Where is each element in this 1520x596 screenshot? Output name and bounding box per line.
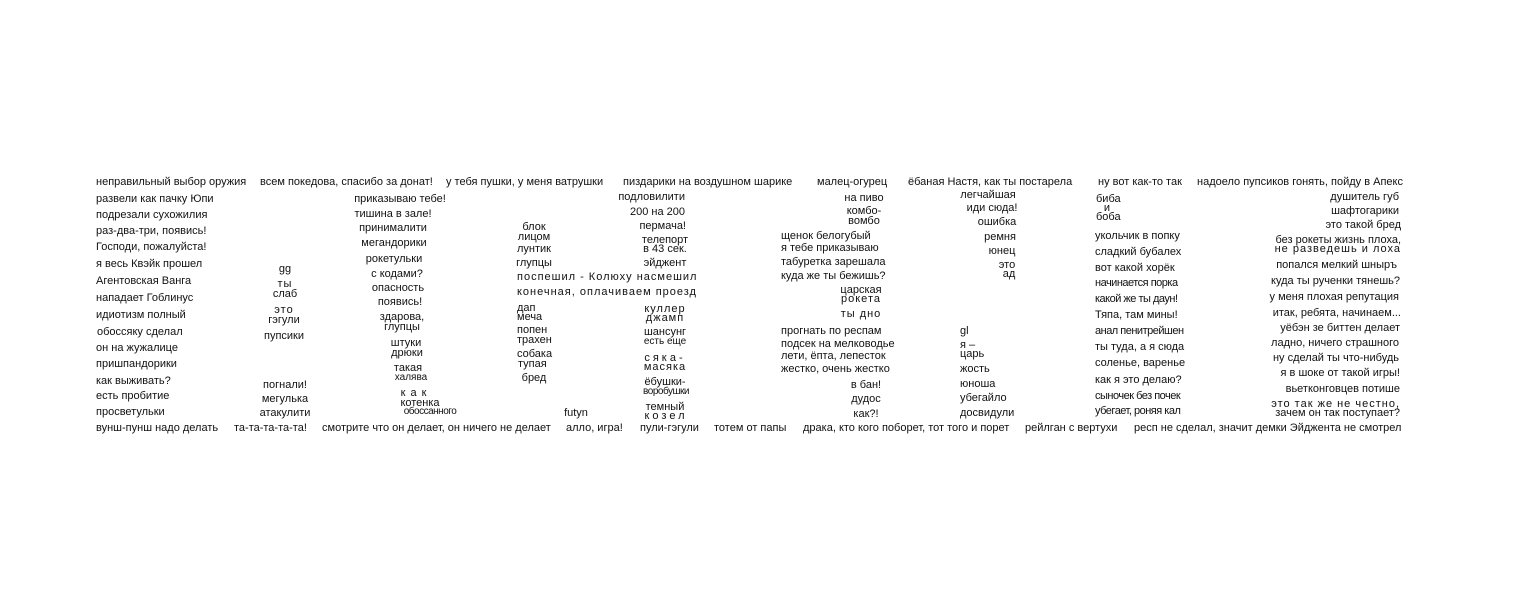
col7-phrase: легчайшая: [960, 189, 1016, 201]
col8-phrase: сыночек без почек: [1095, 390, 1181, 402]
col8-phrase: как я это делаю?: [1095, 374, 1182, 386]
col1-phrase: просветульки: [96, 406, 165, 418]
col7-phrase: gl: [960, 325, 969, 337]
col9-phrase: это так же не честно,: [1271, 398, 1400, 410]
col3-phrase: штуки: [390, 337, 422, 349]
col5-phrase: телепорт: [641, 234, 689, 246]
col3-phrase: к а к: [400, 387, 428, 399]
col7-phrase: ошибка: [977, 216, 1017, 228]
col4-phrase: поспешил - Колюху насмешил: [517, 271, 698, 283]
col7-phrase: убегайло: [960, 392, 1007, 404]
col3-phrase: обоссанного: [403, 406, 457, 417]
col4-phrase: собака: [517, 348, 553, 360]
col3-phrase: появись!: [377, 296, 423, 308]
col5-phrase: козел: [644, 410, 688, 422]
col5-phrase: темный: [645, 401, 685, 413]
col7-phrase: досвидули: [960, 407, 1015, 419]
col4-phrase: конечная, оплачиваем проезд: [517, 286, 697, 298]
col9-phrase: без рокеты жизнь плоха,: [1275, 234, 1401, 246]
col9-phrase: куда ты рученки тянешь?: [1271, 275, 1400, 287]
col6-phrase: жестко, очень жестко: [781, 363, 890, 375]
col1-phrase: развели как пачку Юпи: [96, 193, 214, 205]
col2-phrase: ты: [277, 278, 293, 290]
col5-phrase: джамп: [645, 312, 685, 324]
col5-phrase: воробушки: [643, 386, 689, 397]
col9-phrase: у меня плохая репутация: [1269, 291, 1399, 303]
col6-phrase: табуретка зарешала: [781, 256, 886, 268]
col9-phrase: зачем он так поступает?: [1275, 407, 1400, 419]
col6-phrase: лети, ёпта, лепесток: [781, 350, 886, 362]
col9-phrase: уёбэн зе биттен делает: [1280, 322, 1400, 334]
top-phrase: надоело пупсиков гонять, пойду в Апекс: [1197, 176, 1403, 188]
col9-phrase: шафтогарики: [1331, 205, 1399, 217]
col2-phrase: это: [274, 304, 294, 316]
col3-phrase: глупцы: [384, 321, 420, 333]
col5-phrase: шансунг: [643, 326, 687, 338]
top-phrase: ну вот как-то так: [1098, 176, 1182, 188]
col9-phrase: ладно, ничего страшного: [1271, 337, 1399, 349]
col9-phrase: не разведешь и лоха: [1274, 243, 1401, 255]
col1-phrase: раз-два-три, появись!: [96, 225, 207, 237]
col6-phrase: прогнать по респам: [781, 325, 882, 337]
col8-phrase: какой же ты даун!: [1095, 293, 1178, 305]
col4-phrase: меча: [517, 311, 543, 323]
col8-phrase: анал пенитрейшен: [1095, 325, 1184, 337]
col5-phrase: ёбушки-: [644, 376, 686, 388]
col1-phrase: он на жужалице: [96, 342, 178, 354]
col9-phrase: вьетконговцев потише: [1285, 383, 1400, 395]
bottom-phrase: пули-гэгули: [640, 422, 699, 434]
col9-phrase: итак, ребята, начинаем...: [1272, 307, 1401, 319]
col6-phrase: рокета: [841, 293, 881, 305]
col7-phrase: иди сюда!: [966, 202, 1018, 214]
col4-phrase: глупцы: [516, 257, 552, 269]
col2-phrase: гэгули: [268, 314, 300, 326]
bottom-phrase: драка, кто кого поборет, тот того и порет: [803, 422, 1010, 434]
col3-phrase: котенка: [400, 397, 440, 409]
col7-phrase: жость: [960, 363, 990, 375]
col8-phrase: укольчик в попку: [1095, 230, 1180, 242]
top-phrase: у тебя пушки, у меня ватрушки: [446, 176, 604, 188]
bottom-phrase: респ не сделал, значит демки Эйджента не смотрел: [1134, 422, 1402, 434]
col3-phrase: дрюки: [391, 347, 423, 359]
col8-phrase: убегает, роняя кал: [1095, 405, 1181, 417]
col2-phrase: gg: [278, 263, 292, 275]
col6-phrase: комбо-: [846, 205, 882, 217]
top-phrase: неправильный выбор оружия: [96, 176, 247, 188]
col8-phrase: боба: [1096, 211, 1121, 223]
col4-phrase: бред: [521, 372, 547, 384]
col3-phrase: тишина в зале!: [354, 208, 432, 220]
col8-phrase: ты туда, а я сюда: [1095, 341, 1185, 353]
col7-phrase: ремня: [984, 231, 1016, 243]
col1-phrase: идиотизм полный: [96, 309, 186, 321]
col9-phrase: ну сделай ты что-нибудь: [1272, 352, 1399, 364]
col9-phrase: душитель губ: [1330, 191, 1399, 203]
col5-phrase: сяка-: [644, 352, 686, 364]
col4-phrase: futyn: [564, 407, 588, 419]
col3-phrase: опасность: [371, 282, 425, 294]
col4-phrase: блок: [522, 221, 546, 233]
col3-phrase: с кодами?: [371, 268, 423, 280]
col5-phrase: в 43 сек.: [643, 243, 687, 255]
col2-phrase: атакулити: [259, 407, 311, 419]
col1-phrase: как выживать?: [96, 375, 171, 387]
col6-phrase: как?!: [853, 408, 879, 420]
col7-phrase: царь: [960, 348, 985, 360]
col2-phrase: слаб: [272, 288, 298, 300]
bottom-phrase: та-та-та-та-та!: [234, 422, 307, 434]
bottom-phrase: смотрите что он делает, он ничего не делает: [322, 422, 551, 434]
col7-phrase: юноша: [960, 378, 996, 390]
col1-phrase: Господи, пожалуйста!: [96, 241, 207, 253]
col4-phrase: трахен: [517, 334, 552, 346]
col8-phrase: соленье, варенье: [1095, 357, 1186, 369]
col1-phrase: пришпандорики: [96, 358, 177, 370]
col8-phrase: сладкий бубалех: [1095, 246, 1182, 258]
col2-phrase: погнали!: [263, 379, 307, 391]
col6-phrase: щенок белогубый: [781, 230, 871, 242]
col1-phrase: нападает Гоблинус: [96, 292, 194, 304]
col3-phrase: здарова,: [379, 311, 425, 323]
col1-phrase: обоссяку сделал: [97, 326, 183, 338]
col9-phrase: попался мелкий шныръ: [1276, 259, 1397, 271]
col8-phrase: начинается порка: [1095, 277, 1178, 289]
col1-phrase: я весь Квэйк прошел: [96, 258, 203, 270]
col4-phrase: дап: [517, 302, 536, 314]
col5-phrase: пермача!: [639, 220, 686, 232]
bottom-phrase: рейлган с вертухи: [1025, 422, 1118, 434]
col3-phrase: мегандорики: [361, 237, 427, 249]
col6-phrase: на пиво: [844, 192, 884, 204]
col5-phrase: куллер: [644, 303, 686, 315]
col8-phrase: Тяпа, там мины!: [1095, 309, 1178, 321]
col5-phrase: масяка: [643, 361, 687, 373]
col6-phrase: вомбо: [848, 215, 880, 227]
col8-phrase: вот какой хорёк: [1095, 262, 1175, 274]
col2-phrase: пупсики: [263, 330, 305, 342]
col8-phrase: биба: [1096, 193, 1121, 205]
col7-phrase: это: [998, 259, 1016, 271]
top-phrase: всем покедова, спасибо за донат!: [260, 176, 433, 188]
bottom-phrase: алло, игра!: [566, 422, 623, 434]
col3-phrase: приказываю тебе!: [354, 193, 446, 205]
col1-phrase: подрезали сухожилия: [96, 209, 208, 221]
top-phrase: ёбаная Настя, как ты постарела: [908, 176, 1073, 188]
col7-phrase: я –: [960, 339, 976, 351]
col5-phrase: есть еще: [643, 336, 687, 347]
col6-phrase: я тебе приказываю: [781, 242, 879, 254]
col5-phrase: эйджент: [643, 257, 687, 269]
col6-phrase: в бан!: [850, 379, 882, 391]
col7-phrase: юнец: [988, 245, 1016, 257]
col4-phrase: тупая: [518, 358, 547, 370]
col1-phrase: есть пробитие: [96, 390, 170, 402]
col3-phrase: такая: [393, 362, 423, 374]
top-phrase: малец-огурец: [817, 176, 888, 188]
col5-phrase: подловилити: [618, 191, 685, 203]
top-phrase: пиздарики на воздушном шарике: [623, 176, 793, 188]
col4-phrase: лицом: [517, 231, 551, 243]
col8-phrase: и: [1103, 202, 1111, 214]
col9-phrase: это такой бред: [1325, 219, 1401, 231]
col6-phrase: куда же ты бежишь?: [781, 270, 886, 282]
col4-phrase: попен: [517, 324, 548, 336]
col3-phrase: рокетульки: [365, 253, 423, 265]
col4-phrase: лунтик: [517, 243, 551, 255]
bottom-phrase: вунш-пунш надо делать: [96, 422, 219, 434]
col6-phrase: дудос: [851, 393, 881, 405]
bottom-phrase: тотем от папы: [714, 422, 787, 434]
col6-phrase: ты дно: [840, 308, 882, 320]
col6-phrase: подсек на мелководье: [781, 338, 895, 350]
col3-phrase: халява: [394, 372, 428, 383]
col7-phrase: ад: [1002, 268, 1016, 280]
col3-phrase: принималити: [359, 222, 427, 234]
col6-phrase: царская: [840, 284, 882, 296]
col1-phrase: Агентовская Ванга: [96, 275, 192, 287]
col5-phrase: 200 на 200: [629, 206, 685, 218]
col2-phrase: мегулька: [261, 393, 309, 405]
col9-phrase: я в шоке от такой игры!: [1280, 367, 1400, 379]
